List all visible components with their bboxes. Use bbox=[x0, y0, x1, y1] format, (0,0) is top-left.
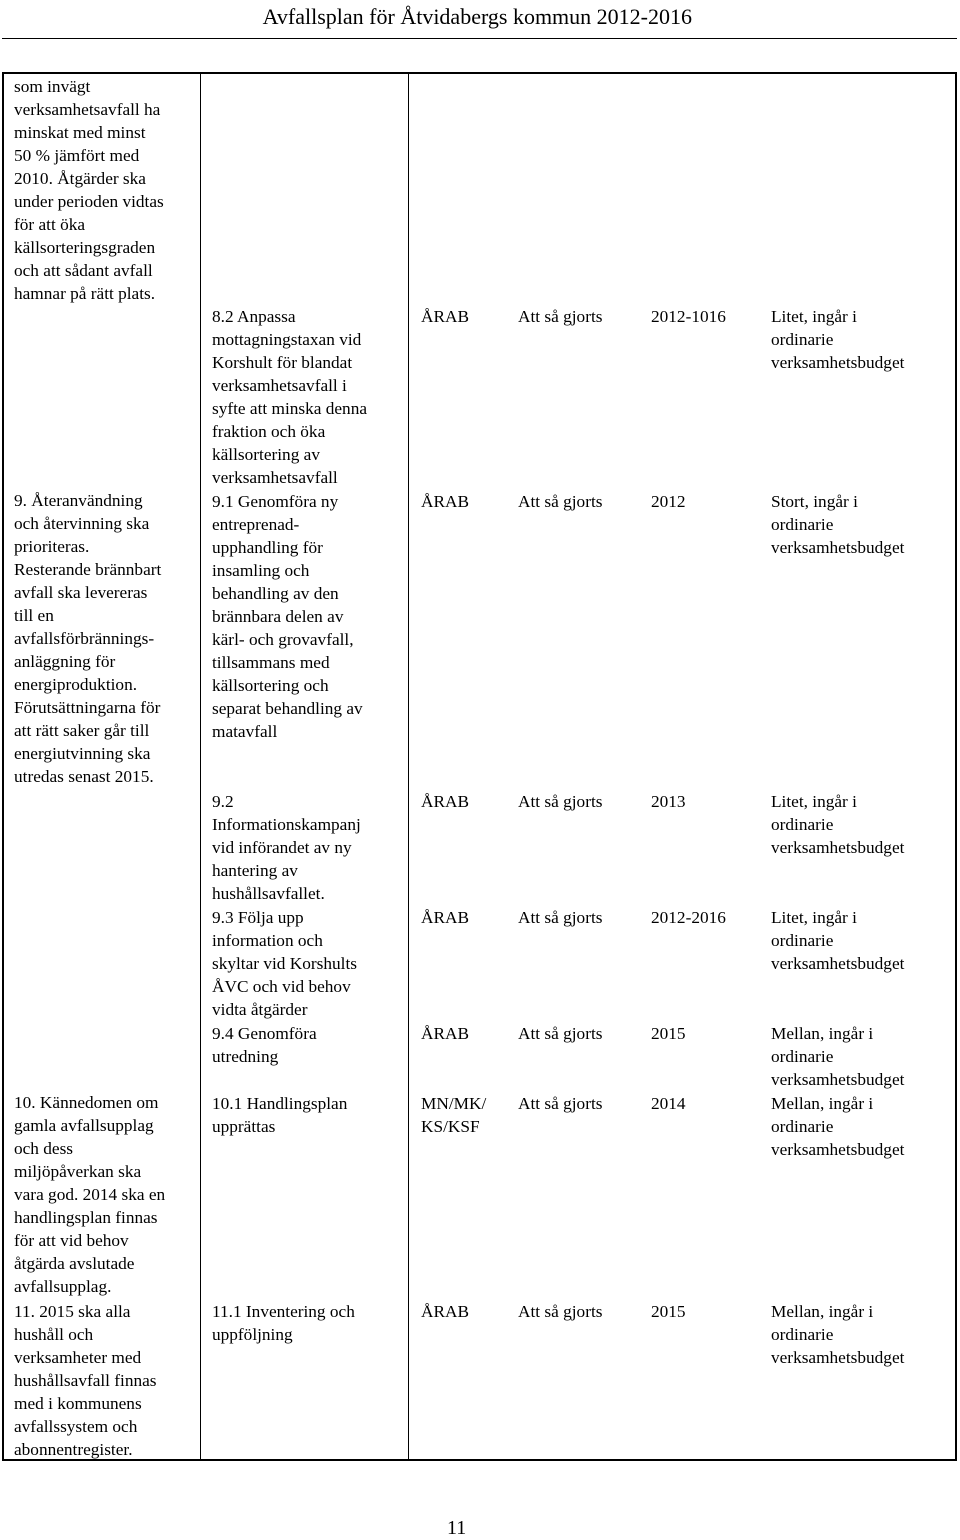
measure-text: 10.1 Handlingsplan upprättas bbox=[212, 1094, 348, 1136]
measure-text: 8.2 Anpassa mottagningstaxan vid Korshult för blandat verksamhetsavfall i syfte att minska denna fraktion och öka källsortering av verksamhetsavfall bbox=[212, 307, 368, 487]
page-number: 11 bbox=[447, 1517, 467, 1539]
document-header-title: Avfallsplan för Åtvidabergs kommun 2012-2016 bbox=[262, 4, 692, 29]
cost-text: Litet, ingår i ordinarie verksamhetsbudget bbox=[771, 908, 905, 973]
status-text: Att så gjorts bbox=[518, 908, 603, 927]
status-text: Att så gjorts bbox=[518, 1094, 603, 1113]
year-text: 2014 bbox=[651, 1094, 686, 1113]
responsible-text: ÅRAB bbox=[421, 792, 470, 811]
cost-text: Mellan, ingår i ordinarie verksamhetsbudget bbox=[771, 1302, 905, 1367]
goal-text: 11. 2015 ska alla hushåll och verksamheter med hushållsavfall finnas med i kommunens avfallssystem och abonnentregister. bbox=[14, 1302, 157, 1459]
goal-text: som invägt verksamhetsavfall ha minskat med minst 50 % jämfört med 2010. Åtgärder ska under perioden vidtas för att öka källsorteringsgraden och att sådant avfall hamnar på rätt plats. bbox=[14, 77, 164, 303]
cost-text: Litet, ingår i ordinarie verksamhetsbudget bbox=[771, 792, 905, 857]
header-rule bbox=[2, 38, 957, 39]
responsible-text: MN/MK/ KS/KSF bbox=[421, 1094, 487, 1136]
measure-text: 9.1 Genomföra ny entreprenad- upphandling för insamling och behandling av den brännbara delen av kärl- och grovavfall, tillsammans med källsortering och separat behandling av matavfall bbox=[212, 492, 363, 741]
year-text: 2015 bbox=[651, 1024, 686, 1043]
responsible-text: ÅRAB bbox=[421, 908, 470, 927]
status-text: Att så gjorts bbox=[518, 792, 603, 811]
status-text: Att så gjorts bbox=[518, 307, 603, 326]
goal-text: 9. Återanvändning och återvinning ska prioriteras. Resterande brännbart avfall ska levereras till en avfallsförbrännings- anläggning för energiproduktion. Förutsättningarna för att rätt saker går till energiutvinning ska utredas senast 2015. bbox=[14, 491, 162, 786]
cost-text: Litet, ingår i ordinarie verksamhetsbudget bbox=[771, 307, 905, 372]
year-text: 2012-2016 bbox=[651, 908, 726, 927]
cost-text: Stort, ingår i ordinarie verksamhetsbudget bbox=[771, 492, 905, 557]
responsible-text: ÅRAB bbox=[421, 492, 470, 511]
goal-text: 10. Kännedomen om gamla avfallsupplag och dess miljöpåverkan ska vara god. 2014 ska en handlingsplan finnas för att vid behov åtgärda avslutade avfallsupplag. bbox=[14, 1093, 166, 1296]
status-text: Att så gjorts bbox=[518, 1302, 603, 1321]
responsible-text: ÅRAB bbox=[421, 1024, 470, 1043]
cost-text: Mellan, ingår i ordinarie verksamhetsbudget bbox=[771, 1094, 905, 1159]
status-text: Att så gjorts bbox=[518, 1024, 603, 1043]
table-column-divider bbox=[408, 72, 409, 1461]
responsible-text: ÅRAB bbox=[421, 1302, 470, 1321]
measure-text: 11.1 Inventering och uppföljning bbox=[212, 1302, 355, 1344]
year-text: 2015 bbox=[651, 1302, 686, 1321]
cost-text: Mellan, ingår i ordinarie verksamhetsbudget bbox=[771, 1024, 905, 1089]
year-text: 2012 bbox=[651, 492, 686, 511]
measure-text: 9.3 Följa upp information och skyltar vid Korshults ÅVC och vid behov vidta åtgärder bbox=[212, 908, 357, 1019]
status-text: Att så gjorts bbox=[518, 492, 603, 511]
table-column-divider bbox=[200, 72, 201, 1461]
measure-text: 9.4 Genomföra utredning bbox=[212, 1024, 317, 1066]
year-text: 2012-1016 bbox=[651, 307, 726, 326]
responsible-text: ÅRAB bbox=[421, 307, 470, 326]
year-text: 2013 bbox=[651, 792, 686, 811]
measure-text: 9.2 Informationskampanj vid införandet av ny hantering av hushållsavfallet. bbox=[212, 792, 361, 903]
